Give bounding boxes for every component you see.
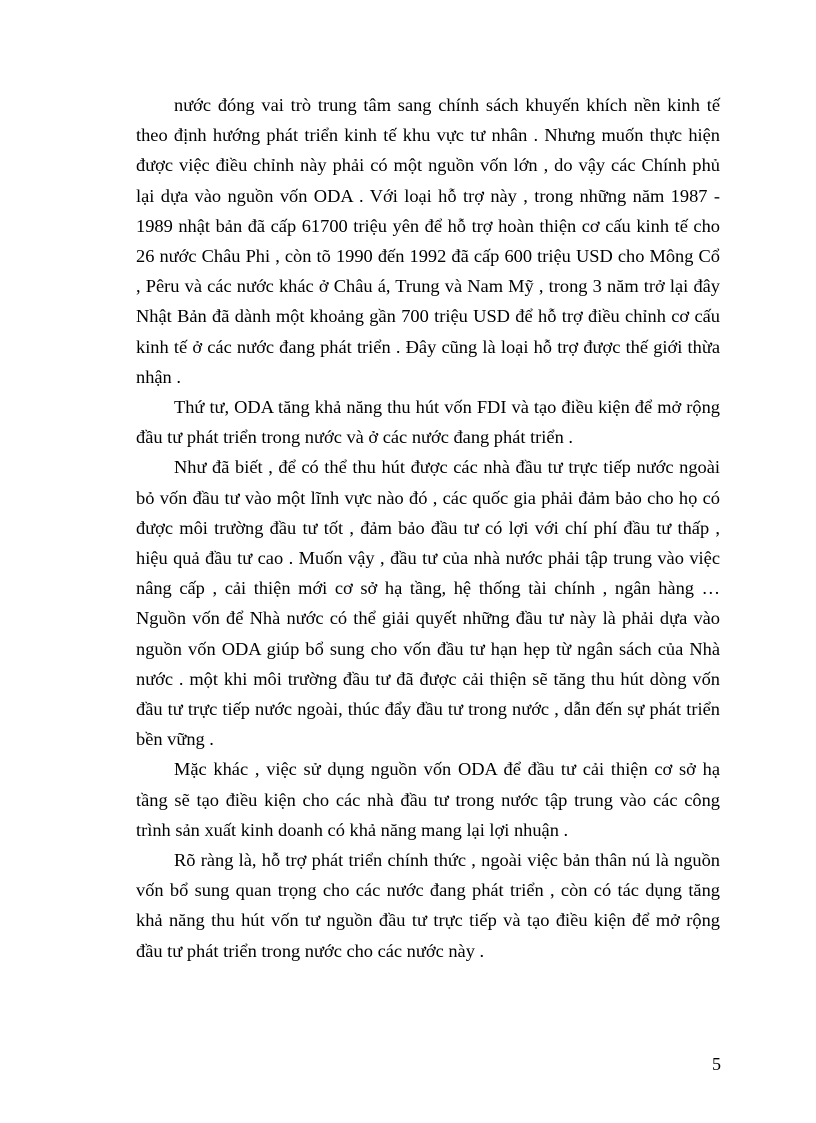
body-text: [136, 90, 720, 966]
paragraph-2: Thứ tư, ODA tăng khả năng thu hút vốn FDI và tạo điều kiện để mở rộng đầu tư phát triển trong nước và ở các nước đang phát triển .: [136, 397, 720, 448]
paragraph-1: nước đóng vai trò trung tâm sang chính sách khuyến khích nền kinh tế theo định hướng phát triển kinh tế khu vực tư nhân . Nhưng muốn thực hiện được việc điều chỉnh này phải có một nguồn vốn lớn , do vậy các Chính phủ lại dựa vào nguồn vốn ODA . Với loại hỗ trợ này , trong những năm 1987 - 1989 nhật bản đã cấp 61700 triệu yên để hỗ trợ hoàn thiện cơ cấu kinh tế cho 26 nước Châu Phi , còn tõ 1990 đến 1992 đã cấp 600 triệu USD cho Mông Cổ , Pêru và các nước khác ở Châu á, Trung và Nam Mỹ , trong 3 năm trở lại đây Nhật Bản đã dành một khoảng gần 700 triệu USD để hỗ trợ điều chỉnh cơ cấu kinh tế ở các nước đang phát triển . Đây cũng là loại hỗ trợ được thế giới thừa nhận .: [136, 95, 720, 387]
paragraph-4: Mặc khác , việc sử dụng nguồn vốn ODA để đầu tư cải thiện cơ sở hạ tầng sẽ tạo điều kiện cho các nhà đầu tư trong nước tập trung vào các công trình sản xuất kinh doanh có khả năng mang lại lợi nhuận .: [136, 759, 720, 840]
paragraph-3: Như đã biết , để có thể thu hút được các nhà đầu tư trực tiếp nước ngoài bỏ vốn đầu tư vào một lĩnh vực nào đó , các quốc gia phải đảm bảo cho họ có được môi trường đầu tư tốt , đảm bảo đầu tư có lợi với chí phí đầu tư thấp , hiệu quả đầu tư cao . Muốn vậy , đầu tư của nhà nước phải tập trung vào việc nâng cấp , cải thiện mới cơ sở hạ tầng, hệ thống tài chính , ngân hàng … Nguồn vốn để Nhà nước có thể giải quyết những đầu tư này là phải dựa vào nguồn vốn ODA giúp bổ sung cho vốn đầu tư hạn hẹp từ ngân sách của Nhà nước . một khi môi trường đầu tư đã được cải thiện sẽ tăng thu hút dòng vốn đầu tư trực tiếp nước ngoài, thúc đẩy đầu tư trong nước , dẫn đến sự phát triển bền vững .: [136, 457, 720, 750]
paragraph-5: Rõ ràng là, hỗ trợ phát triển chính thức , ngoài việc bản thân nú là nguồn vốn bổ sung quan trọng cho các nước đang phát triển , còn có tác dụng tăng khả năng thu hút vốn tư nguồn đầu tư trực tiếp và tạo điều kiện để mở rộng đầu tư phát triển trong nước cho các nước này .: [136, 850, 720, 961]
page-number: 5: [712, 1054, 721, 1074]
